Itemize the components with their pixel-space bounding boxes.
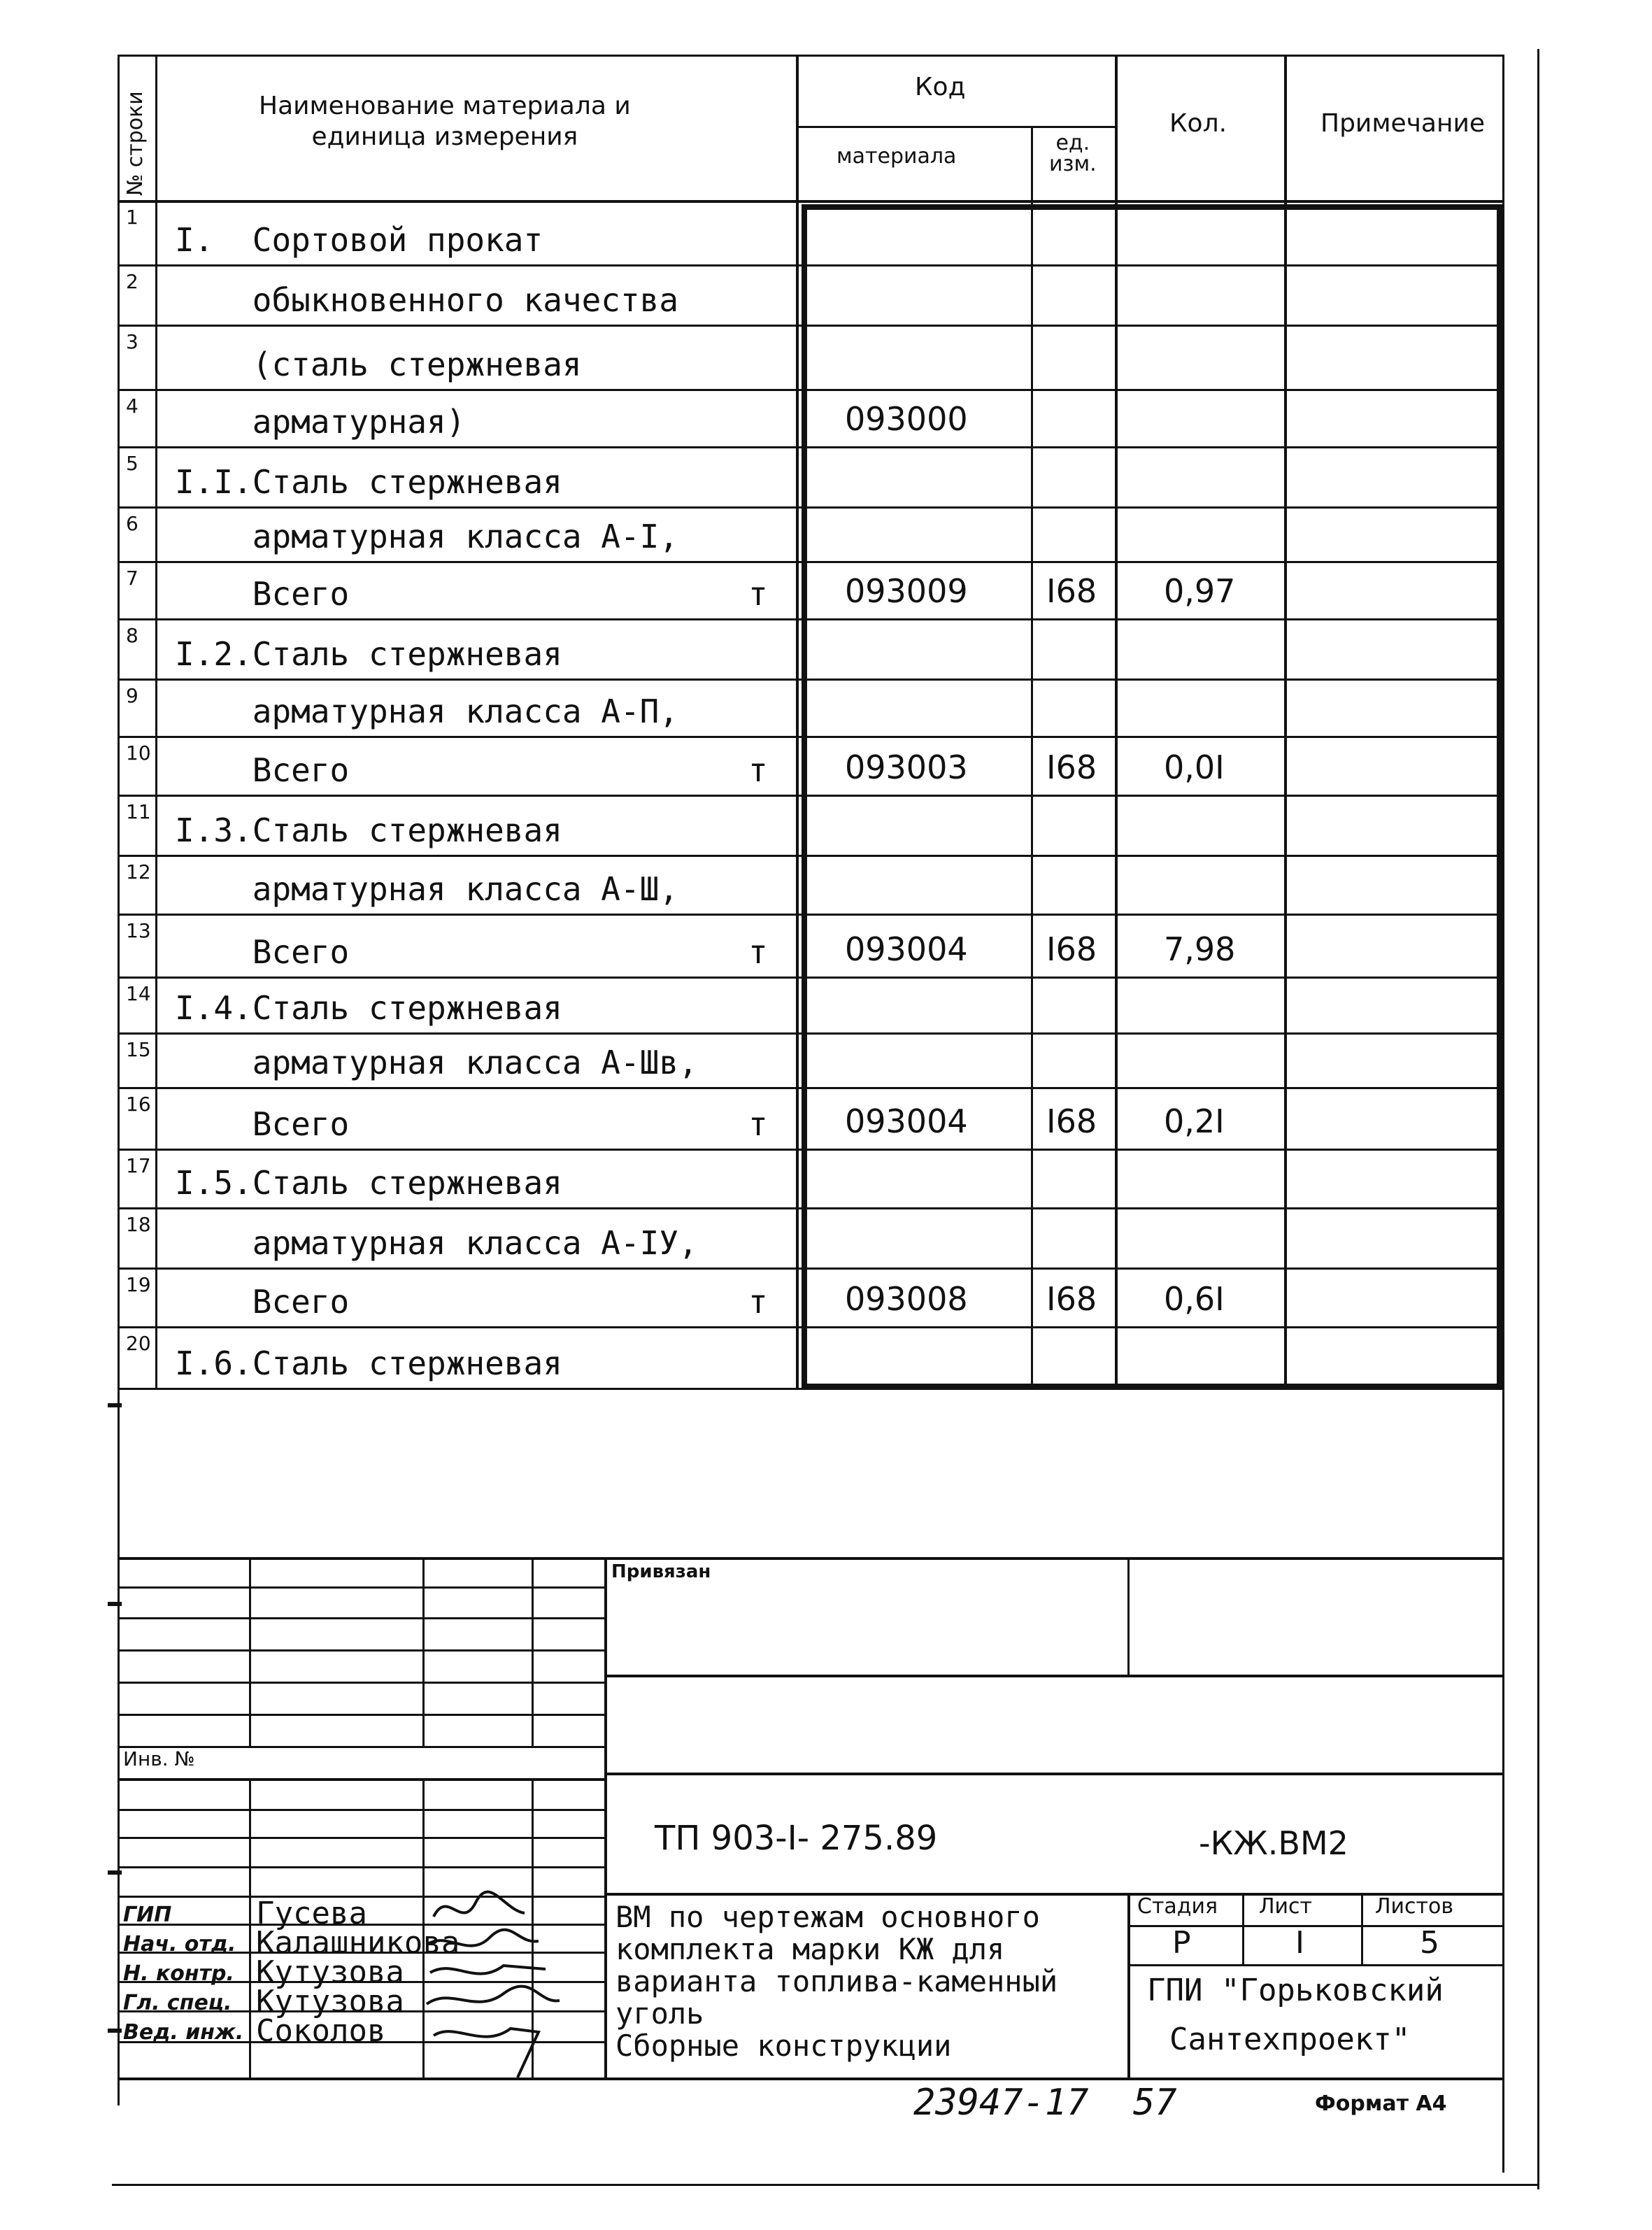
row-rule	[118, 679, 1502, 681]
role-label: ГИП	[123, 1903, 172, 1927]
material-code: 093004	[845, 930, 968, 968]
col-rule	[1115, 55, 1118, 1388]
row-rule	[118, 855, 1502, 857]
stamp-rule	[604, 1773, 1502, 1775]
col-rule	[796, 55, 799, 1388]
row-rule	[118, 1326, 1502, 1328]
unit-label: т	[748, 1283, 768, 1321]
drawing-description-line: варианта топлива-каменный	[615, 1964, 1058, 1998]
row-rule	[118, 976, 1502, 979]
material-code: 093003	[845, 748, 968, 786]
sheet-value: I	[1295, 1925, 1304, 1961]
row-rule	[118, 325, 1502, 327]
unit-code: I68	[1046, 748, 1097, 786]
material-name: I. Сортовой прокат	[175, 221, 543, 259]
material-name: Всего	[175, 1283, 350, 1321]
material-name: Всего	[175, 1105, 350, 1143]
row-rule	[118, 389, 1502, 391]
archive-number: 23947-17	[913, 2082, 1089, 2124]
unit-label: т	[748, 1105, 768, 1143]
stamp-col	[249, 1778, 251, 2078]
material-code: 093000	[845, 400, 968, 438]
page-number: 57	[1133, 2082, 1177, 2124]
drawing-description-line: уголь	[615, 1996, 704, 2031]
row-rule	[118, 1207, 1502, 1209]
role-label: Гл. спец.	[123, 1991, 232, 2015]
stamp-col	[1127, 1557, 1130, 1675]
row-number: 2	[126, 270, 138, 293]
row-rule	[118, 618, 1502, 620]
person-name: Кутузова	[256, 1984, 404, 2019]
row-number: 15	[126, 1038, 151, 1061]
drawing-description-line: комплекта марки КЖ для	[615, 1932, 1005, 1966]
stamp-col	[532, 1557, 534, 1746]
inventory-number-label: Инв. №	[123, 1747, 195, 1770]
quantity-header: Кол.	[1169, 109, 1227, 138]
row-number: 5	[126, 452, 138, 475]
drawing-description-line: ВМ по чертежам основного	[615, 1900, 1040, 1934]
stage-value: Р	[1172, 1925, 1191, 1961]
quantity-value: 0,6I	[1164, 1280, 1225, 1318]
material-code: 093009	[845, 572, 968, 610]
privyazan-label: Привязан	[611, 1561, 711, 1582]
quantity-value: 0,0I	[1164, 748, 1225, 786]
row-rule	[118, 1267, 1502, 1270]
frame-top	[118, 55, 1502, 57]
material-name: I.I.Сталь стержневая	[175, 463, 562, 501]
row-rule	[118, 1149, 1502, 1151]
stamp-col	[1242, 1893, 1244, 1964]
organization-line: Сантехпроект"	[1169, 2022, 1411, 2057]
role-label: Н. контр.	[123, 1961, 234, 1986]
document-suffix: -КЖ.ВМ2	[1199, 1824, 1348, 1862]
margin-tick	[108, 2029, 122, 2033]
person-name: Соколов	[256, 2013, 386, 2049]
drawing-description-line: Сборные конструкции	[615, 2029, 952, 2063]
stage-label: Стадия	[1137, 1894, 1218, 1919]
material-name: Всего	[175, 933, 350, 971]
quantity-value: 0,97	[1164, 572, 1236, 610]
row-number: 9	[126, 684, 138, 707]
page-bottom-edge	[112, 2184, 1539, 2186]
col-rule	[155, 55, 157, 1388]
row-number: 3	[126, 330, 138, 353]
signatures-icon	[420, 1882, 601, 2091]
row-rule	[118, 561, 1502, 563]
stamp-col	[1361, 1893, 1363, 1964]
header-sub-rule	[796, 126, 1115, 128]
code-header: Код	[915, 73, 966, 101]
material-name: Всего	[175, 751, 350, 789]
stamp-col	[249, 1557, 251, 1746]
material-name: I.4.Сталь стержневая	[175, 989, 562, 1027]
frame-right	[1502, 55, 1504, 2173]
person-name: Калашникова	[256, 1925, 460, 1961]
unit-label: т	[748, 575, 768, 613]
person-name: Гусева	[256, 1896, 367, 1931]
row-number: 11	[126, 800, 151, 823]
material-name: I.6.Сталь стержневая	[175, 1344, 562, 1382]
row-number: 12	[126, 860, 151, 883]
row-rule	[118, 446, 1502, 448]
row-number: 1	[126, 206, 138, 229]
material-name: Всего	[175, 575, 350, 613]
sheets-value: 5	[1420, 1925, 1439, 1961]
row-rule	[118, 914, 1502, 916]
col-rule	[1284, 55, 1287, 1388]
quantity-value: 7,98	[1164, 930, 1236, 968]
material-name: арматурная)	[175, 403, 466, 441]
stamp-rule	[1127, 1964, 1502, 1966]
page-right-edge	[1537, 49, 1539, 2189]
role-label: Вед. инж.	[123, 2020, 244, 2045]
row-rule	[118, 1087, 1502, 1089]
material-name: арматурная класса А-IУ,	[175, 1224, 698, 1262]
margin-tick	[108, 1602, 122, 1606]
stamp-bottom	[118, 2078, 1502, 2080]
row-number: 10	[126, 741, 151, 765]
row-rule	[118, 736, 1502, 738]
row-number: 7	[126, 567, 138, 590]
row-rule	[118, 264, 1502, 267]
name-header: Наименование материала и единица измерения	[259, 92, 631, 151]
quantity-value: 0,2I	[1164, 1102, 1225, 1140]
unit-label: т	[748, 933, 768, 971]
unit-code: I68	[1046, 1280, 1097, 1318]
stamp-rule	[604, 1893, 1502, 1896]
row-number: 17	[126, 1154, 151, 1177]
stamp-col	[604, 1557, 607, 2078]
role-label: Нач. отд.	[123, 1932, 236, 1956]
material-name: арматурная класса А-Шв,	[175, 1044, 698, 1081]
row-rule	[118, 1388, 1502, 1390]
paper-format-label: Формат А4	[1315, 2091, 1447, 2116]
code-box-top	[802, 204, 1502, 210]
stamp-col	[1127, 1893, 1130, 2078]
row-rule	[118, 1032, 1502, 1035]
col-rule	[1031, 126, 1033, 1388]
material-name: I.2.Сталь стержневая	[175, 635, 562, 673]
row-number: 8	[126, 624, 138, 647]
row-number: 20	[126, 1332, 151, 1355]
header-bottom-rule	[118, 200, 1502, 203]
material-name: арматурная класса А-I,	[175, 518, 679, 555]
row-rule	[118, 506, 1502, 509]
document-code: ТП 903-I- 275.89	[655, 1819, 938, 1858]
row-number: 13	[126, 919, 151, 942]
stamp-rule	[604, 1675, 1502, 1677]
material-name: I.5.Сталь стержневая	[175, 1164, 562, 1202]
row-number: 18	[126, 1213, 151, 1236]
unit-label: т	[748, 751, 768, 789]
row-number: 16	[126, 1093, 151, 1116]
unit-code: I68	[1046, 1102, 1097, 1140]
row-rule	[118, 795, 1502, 797]
material-name: (сталь стержневая	[175, 346, 582, 383]
stamp-col	[422, 1557, 425, 1746]
row-number: 19	[126, 1273, 151, 1296]
person-name: Кутузова	[256, 1954, 404, 1990]
frame-left	[118, 55, 120, 2105]
sheets-label: Листов	[1375, 1894, 1454, 1919]
unit-code: I68	[1046, 572, 1097, 610]
row-number: 4	[126, 395, 138, 418]
row-number-header: № строки	[123, 91, 148, 196]
material-name: арматурная класса А-Ш,	[175, 870, 679, 908]
material-code-header: материала	[836, 144, 957, 169]
material-name: I.3.Сталь стержневая	[175, 811, 562, 849]
margin-tick	[108, 1403, 122, 1407]
row-number: 14	[126, 982, 151, 1005]
material-code: 093008	[845, 1280, 968, 1318]
material-name: арматурная класса А-П,	[175, 693, 679, 730]
unit-code: I68	[1046, 930, 1097, 968]
unit-code-header: ед. изм.	[1049, 131, 1097, 176]
note-header: Примечание	[1320, 109, 1486, 138]
material-code: 093004	[845, 1102, 968, 1140]
organization-line: ГПИ "Горьковский	[1147, 1973, 1444, 2008]
row-number: 6	[126, 512, 138, 535]
material-name: обыкновенного качества	[175, 281, 679, 319]
margin-tick	[108, 1870, 122, 1875]
sheet-label: Лист	[1259, 1894, 1313, 1919]
